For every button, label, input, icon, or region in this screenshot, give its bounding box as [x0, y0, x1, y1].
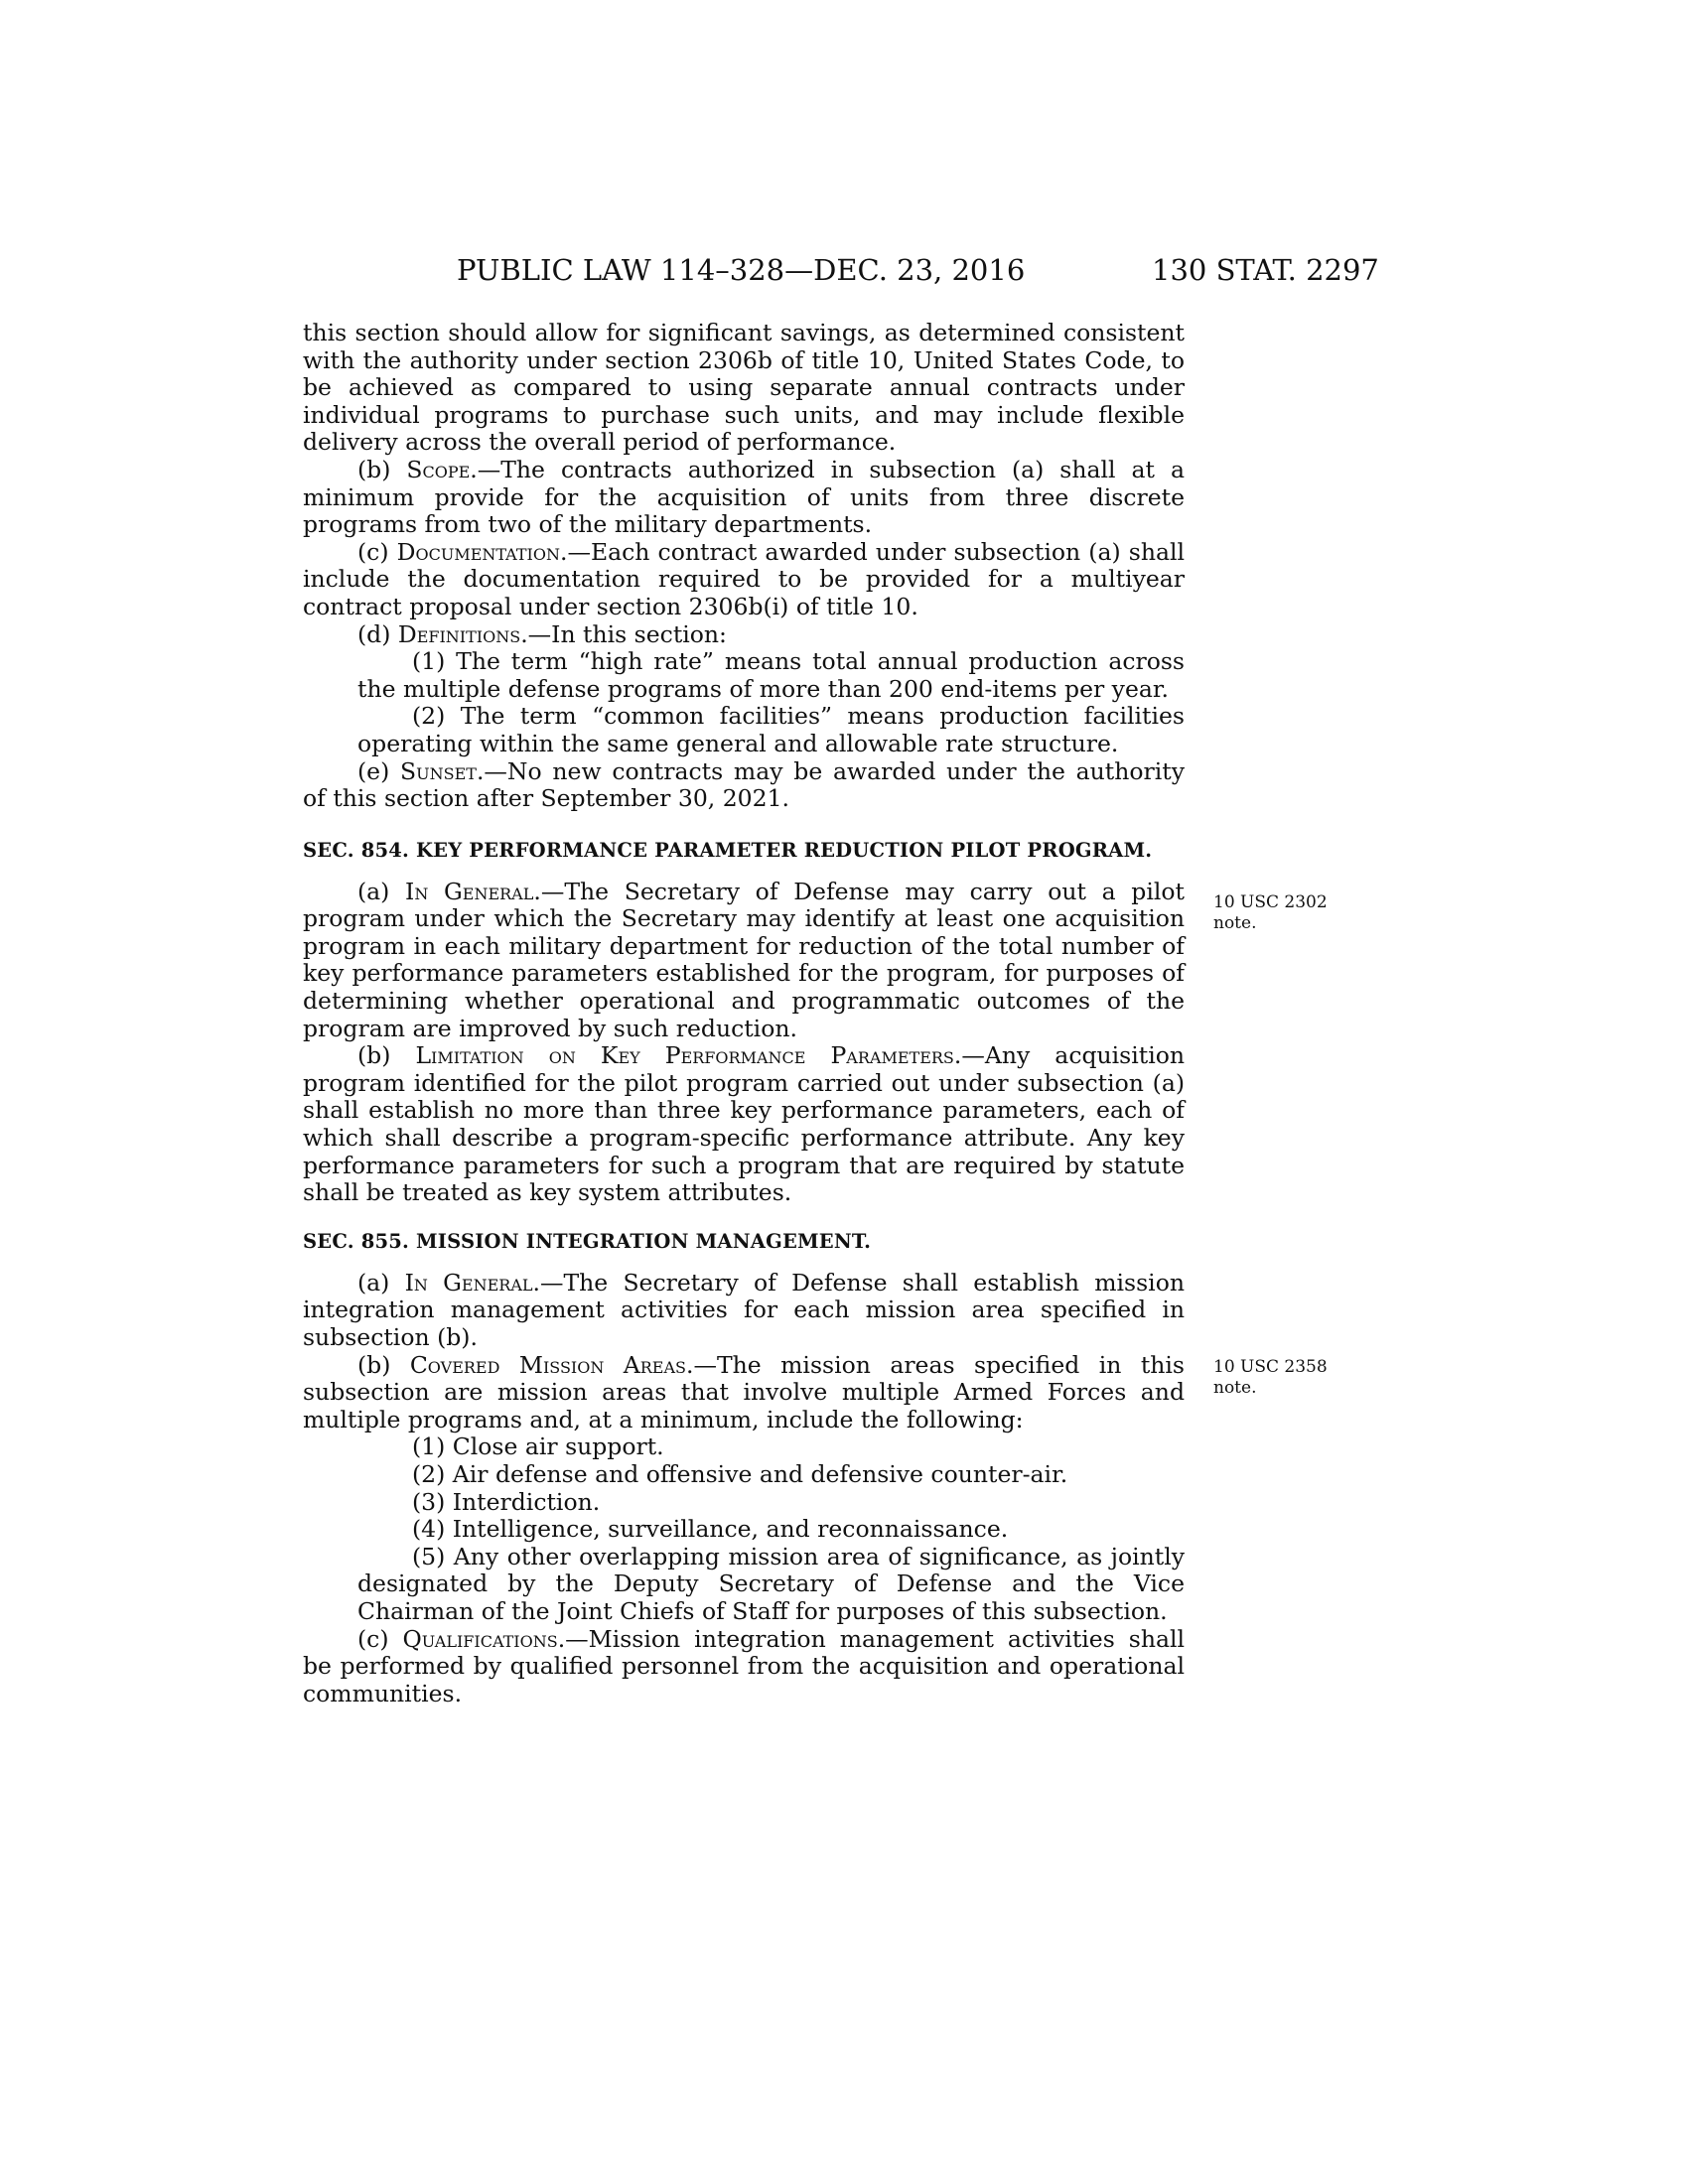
subsection-text: .—The contracts authorized in subsection (a) shall at a minimum provide for the acquisition of units from three discrete programs from two of the military departments. [303, 455, 1185, 539]
section-heading-855: SEC. 855. MISSION INTEGRATION MANAGEMENT. [303, 1229, 872, 1253]
subsection-text: .—Each contract awarded under subsection (a) shall include the documentation required to be provided for a multiyear contract proposal under section 2306b(i) of title 10. [303, 537, 1186, 620]
subsection-heading: In General [404, 1268, 533, 1297]
subsection-text: .—The Secretary of Defense may carry out a pilot program under which the Secretary may identify at least one acquisition program in each military department for reduction of the total number of key performance parameters established for the program, for purposes of determining whether operational and programmatic outcomes of the program are improved by such reduction. [303, 877, 1185, 1042]
sec853-subsection-e [303, 758, 1185, 813]
running-header [0, 253, 1688, 293]
sec854-subsection-a [303, 879, 1185, 1043]
body-text [303, 320, 1185, 1707]
definition-paragraph-2: (2) The term “common facilities” means production facilities operating within the same general and allowable rate structure. [357, 702, 1185, 757]
subsection-heading: Covered Mission Areas [409, 1350, 687, 1379]
subsection-label: (a) [357, 877, 406, 905]
subsection-heading: Scope [406, 455, 471, 483]
sec853-subsection-d [303, 621, 1185, 649]
mission-area-item-2: (2) Air defense and offensive and defensive counter-air. [412, 1459, 1068, 1488]
header-title: PUBLIC LAW 114–328—DEC. 23, 2016 [457, 253, 1026, 287]
subsection-heading: Sunset [400, 756, 477, 785]
sec855-subsection-c [303, 1626, 1185, 1708]
subsection-text: .—The Secretary of Defense shall establish mission integration management activities for each mission area specified in subsection (b). [303, 1268, 1185, 1351]
subsection-text: .—The mission areas specified in this subsection are mission areas that involve multiple Armed Forces and multiple programs and, at a minimum, include the following: [303, 1350, 1185, 1433]
mission-area-item-4: (4) Intelligence, surveillance, and reconnaissance. [412, 1515, 1009, 1544]
subsection-heading: Definitions [397, 619, 521, 648]
continuation-paragraph: this section should allow for significant savings, as determined consistent with the authority under section 2306b of title 10, United States Code, to be achieved as compared to using separate annual contracts under individual programs to purchase such units, and may include flexible delivery across the overall period of performance. [303, 319, 1185, 457]
subsection-label: (b) [357, 1350, 410, 1379]
mission-area-item-5: (5) Any other overlapping mission area of significance, as jointly designated by the Deputy Secretary of Defense and the Vice Chairman of the Joint Chiefs of Staff for purposes of this subsection. [357, 1542, 1185, 1625]
definition-paragraph-1: (1) The term “high rate” means total annual production across the multiple defense programs of more than 200 end-items per year. [357, 647, 1185, 703]
subsection-heading: Limitation on Key Performance Parameters [415, 1041, 954, 1070]
subsection-label: (e) [357, 756, 401, 785]
subsection-heading: Qualifications [402, 1624, 558, 1653]
subsection-label: (c) [357, 537, 397, 566]
subsection-text: .—Mission integration management activities shall be performed by qualified personnel from the acquisition and operational communities. [303, 1624, 1186, 1707]
sec853-subsection-b [303, 457, 1185, 539]
section-heading-854: SEC. 854. KEY PERFORMANCE PARAMETER REDUCTION PILOT PROGRAM. [303, 838, 1153, 862]
subsection-text: .—Any acquisition program identified for the pilot program carried out under subsection (a) shall establish no more than three key performance parameters, each of which shall describe a program-specific performance attribute. Any key performance parameters for such a program that are required by statute shall be treated as key system attributes. [303, 1041, 1185, 1207]
subsection-label: (a) [357, 1268, 405, 1297]
mission-area-item-1: (1) Close air support. [412, 1433, 664, 1461]
subsection-label: (b) [357, 455, 407, 483]
subsection-heading: In General [405, 877, 534, 905]
mission-area-item-3: (3) Interdiction. [412, 1487, 601, 1516]
subsection-label: (d) [357, 619, 398, 648]
subsection-label: (c) [357, 1624, 403, 1653]
margin-note-sec-854: 10 USC 2302 note. [1213, 892, 1328, 933]
page-number: 130 STAT. 2297 [1152, 253, 1379, 287]
sec855-subsection-b [303, 1352, 1185, 1434]
sec853-subsection-c [303, 539, 1185, 621]
sec855-subsection-a [303, 1270, 1185, 1352]
subsection-text: .—In this section: [520, 619, 727, 648]
sec854-subsection-b [303, 1042, 1185, 1207]
subsection-label: (b) [357, 1041, 416, 1070]
subsection-text: .—No new contracts may be awarded under the authority of this section after September 30, 2021. [303, 756, 1185, 813]
margin-note-sec-855: 10 USC 2358 note. [1213, 1357, 1328, 1398]
subsection-heading: Documentation [396, 537, 560, 566]
